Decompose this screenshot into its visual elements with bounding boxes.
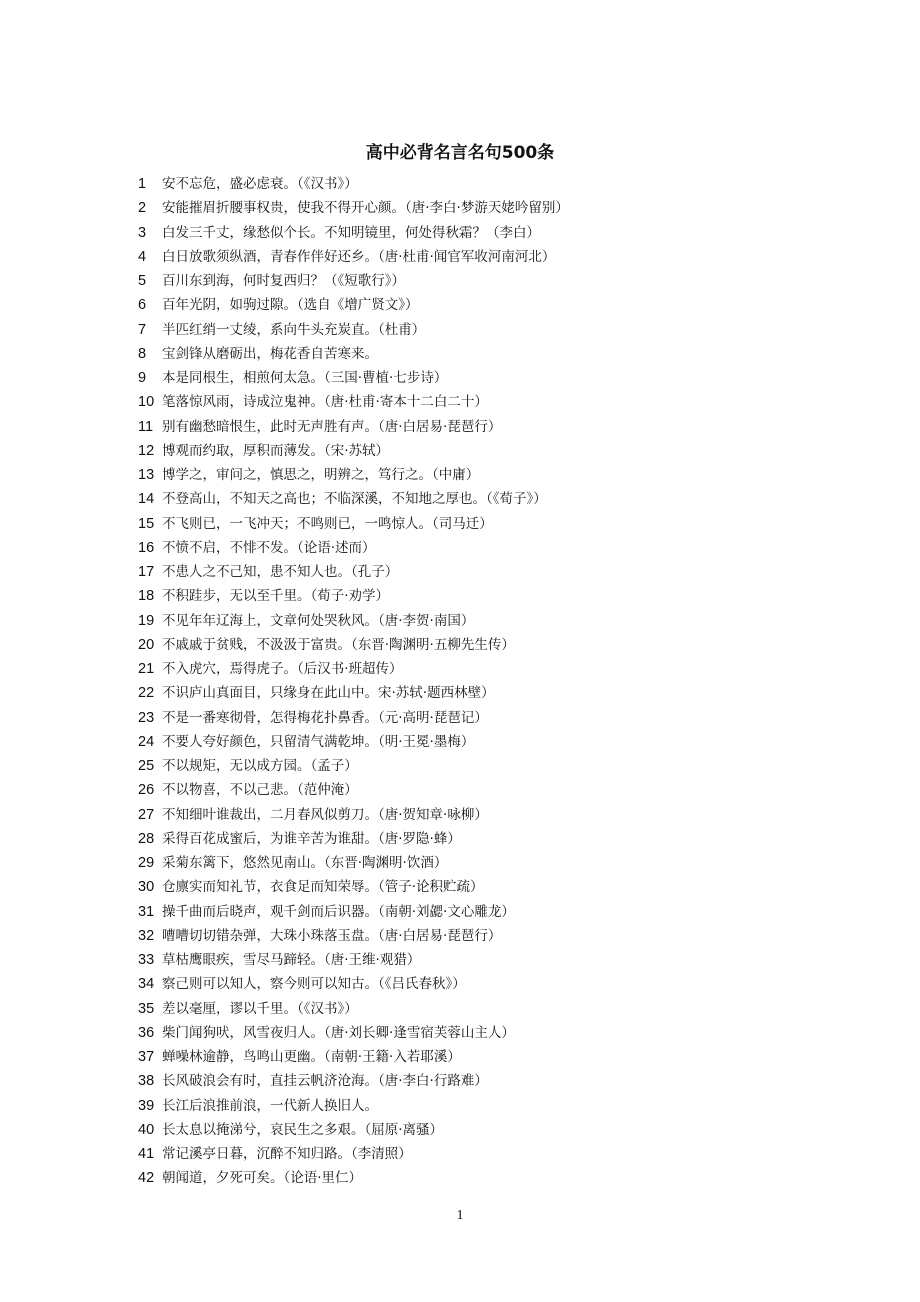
quote-item: [138, 609, 838, 633]
document-title: 高中必背名言名句500条: [365, 143, 555, 163]
quote-text: 常记溪亭日暮，沉醉不知归路。（李清照）: [162, 1146, 412, 1162]
quote-text: 仓廪实而知礼节，衣食足而知荣辱。（管子·论积贮疏）: [162, 879, 484, 896]
quote-item: [138, 293, 838, 317]
quote-number: 14: [138, 491, 155, 508]
quote-text: 采得百花成蜜后，为谁辛苦为谁甜。（唐·罗隐·蜂）: [162, 830, 461, 847]
quote-number: 7: [138, 321, 147, 338]
quote-text: 长风破浪会有时，直挂云帆济沧海。（唐·李白·行路难）: [162, 1073, 488, 1090]
quote-text: 不以规矩，无以成方园。（孟子）: [162, 758, 358, 774]
quote-item: [138, 1142, 838, 1166]
quote-number: 15: [138, 515, 155, 532]
quote-item: [138, 415, 838, 439]
quote-item: [138, 1094, 838, 1118]
quote-item: [138, 463, 838, 487]
quote-text: 百年光阴，如驹过隙。（选自《增广贤文》）: [162, 297, 419, 314]
quote-text: 差以毫厘，谬以千里。（《汉书》）: [162, 1000, 358, 1017]
quote-text: 草枯鹰眼疾，雪尽马蹄轻。（唐·王维·观猎）: [162, 952, 421, 968]
quote-text: 不患人之不己知，患不知人也。（孔子）: [162, 564, 399, 580]
quote-text: 别有幽愁暗恨生，此时无声胜有声。（唐·白居易·琵琶行）: [162, 418, 502, 435]
quote-item: [138, 584, 838, 608]
quote-number: 32: [138, 927, 155, 944]
quote-text: 本是同根生，相煎何太急。（三国·曹植·七步诗）: [162, 370, 448, 386]
quote-item: [138, 1045, 838, 1069]
quote-text: 柴门闻狗吠，风雪夜归人。（唐·刘长卿·逢雪宿芙蓉山主人）: [162, 1024, 515, 1041]
quote-item: [138, 803, 838, 827]
quote-item: [138, 948, 838, 972]
quote-item: [138, 1118, 838, 1142]
quote-text: 笔落惊风雨，诗成泣鬼神。（唐·杜甫·寄本十二白二十）: [162, 394, 488, 411]
quote-text: 白发三千丈，缘愁似个长。不知明镜里，何处得秋霜？（李白）: [162, 224, 540, 241]
quote-text: 朝闻道，夕死可矣。（论语·里仁）: [162, 1170, 363, 1187]
quote-item: [138, 439, 838, 463]
quote-text: 长太息以掩涕兮，哀民生之多艰。（屈原·离骚）: [162, 1121, 444, 1138]
quote-item: [138, 997, 838, 1021]
quote-number: 36: [138, 1024, 155, 1041]
quote-number: 42: [138, 1170, 155, 1187]
quote-number: 30: [138, 879, 155, 896]
quote-item: [138, 512, 838, 536]
quote-text: 不知细叶谁裁出，二月春风似剪刀。（唐·贺知章·咏柳）: [162, 806, 488, 823]
quote-text: 博学之，审问之，慎思之，明辨之，笃行之。（中庸）: [162, 467, 480, 483]
quote-item: [138, 900, 838, 924]
quote-number: 12: [138, 442, 155, 459]
quote-text: 不戚戚于贫贱，不汲汲于富贵。（东晋·陶渊明·五柳先生传）: [162, 636, 515, 653]
quote-text: 不愤不启，不悱不发。（论语·述而）: [162, 539, 376, 556]
quote-item: [138, 245, 838, 269]
quote-text: 不飞则已，一飞冲天；不鸣则已，一鸣惊人。（司马迁）: [162, 515, 493, 532]
quote-text: 不识庐山真面目，只缘身在此山中。宋·苏轼·题西林壁）: [162, 685, 495, 702]
quote-number: 29: [138, 855, 155, 871]
quote-item: [138, 536, 838, 560]
quote-number: 10: [138, 394, 155, 411]
quote-item: [138, 560, 838, 584]
quote-item: [138, 754, 838, 778]
quote-number: 35: [138, 1000, 155, 1017]
quote-number: 4: [138, 248, 147, 265]
quote-item: [138, 172, 838, 196]
quote-text: 宝剑锋从磨砺出，梅花香自苦寒来。: [162, 345, 378, 362]
quote-item: [138, 633, 838, 657]
quote-item: [138, 196, 838, 220]
quote-item: [138, 1069, 838, 1093]
page-number: 1: [456, 1208, 464, 1223]
quote-number: 16: [138, 539, 155, 556]
quote-item: [138, 487, 838, 511]
quote-number: 18: [138, 588, 155, 605]
quote-number: 28: [138, 830, 155, 847]
quote-item: [138, 657, 838, 681]
quote-number: 3: [138, 224, 147, 241]
quote-item: [138, 1166, 838, 1190]
quote-number: 38: [138, 1073, 155, 1090]
quote-text: 长江后浪推前浪，一代新人换旧人。: [162, 1097, 378, 1114]
quote-number: 19: [138, 612, 155, 629]
quote-number: 13: [138, 467, 155, 483]
quote-text: 博观而约取，厚积而薄发。（宋·苏轼）: [162, 442, 390, 459]
quote-number: 40: [138, 1121, 155, 1138]
quote-text: 不是一番寒彻骨，怎得梅花扑鼻香。（元·高明·琵琶记）: [162, 709, 488, 726]
quote-text: 蝉噪林逾静，鸟鸣山更幽。（南朝·王籍·入若耶溪）: [162, 1049, 461, 1065]
quote-item: [138, 366, 838, 390]
quote-item: [138, 924, 838, 948]
quote-number: 2: [138, 200, 147, 217]
quote-number: 20: [138, 636, 155, 653]
quote-item: [138, 221, 838, 245]
quote-text: 安不忘危，盛必虑衰。（《汉书》）: [162, 176, 358, 192]
quote-text: 百川东到海，何时复西归？（《短歌行》）: [162, 273, 405, 289]
quote-item: [138, 730, 838, 754]
quote-number: 26: [138, 782, 155, 799]
quote-list: [138, 172, 838, 1191]
quote-number: 31: [138, 903, 155, 920]
quote-item: [138, 318, 838, 342]
quote-number: 8: [138, 345, 147, 362]
quote-number: 17: [138, 564, 155, 580]
quote-number: 39: [138, 1097, 155, 1114]
quote-text: 不见年年辽海上，文章何处哭秋风。（唐·李贺·南国）: [162, 612, 475, 629]
quote-item: [138, 778, 838, 802]
quote-item: [138, 269, 838, 293]
quote-number: 25: [138, 758, 155, 774]
quote-number: 9: [138, 370, 147, 386]
quote-number: 41: [138, 1146, 155, 1162]
quote-text: 察己则可以知人，察今则可以知古。（《吕氏春秋》）: [162, 976, 466, 993]
quote-text: 白日放歌须纵酒，青春作伴好还乡。（唐·杜甫·闻官军收河南河北）: [162, 248, 556, 265]
quote-text: 半匹红绡一丈绫，系向牛头充炭直。（杜甫）: [162, 321, 426, 338]
quote-number: 11: [138, 418, 154, 435]
quote-text: 不积跬步，无以至千里。（荀子·劝学）: [162, 588, 390, 605]
quote-item: [138, 875, 838, 899]
quote-item: [138, 706, 838, 730]
quote-number: 34: [138, 976, 155, 993]
quote-number: 1: [138, 176, 147, 192]
quote-text: 不以物喜，不以己悲。（范仲淹）: [162, 782, 358, 799]
quote-item: [138, 342, 838, 366]
quote-number: 6: [138, 297, 147, 314]
quote-text: 不入虎穴，焉得虎子。（后汉书·班超传）: [162, 661, 403, 677]
quote-number: 21: [138, 661, 155, 677]
quote-number: 22: [138, 685, 155, 702]
quote-text: 不要人夸好颜色，只留清气满乾坤。（明·王冕·墨梅）: [162, 733, 475, 750]
quote-item: [138, 972, 838, 996]
quote-text: 安能摧眉折腰事权贵，使我不得开心颜。（唐·李白·梦游天姥吟留别）: [162, 200, 569, 217]
quote-item: [138, 827, 838, 851]
quote-number: 23: [138, 709, 155, 726]
quote-text: 采菊东篱下，悠然见南山。（东晋·陶渊明·饮酒）: [162, 855, 448, 871]
quote-item: [138, 1021, 838, 1045]
quote-item: [138, 681, 838, 705]
quote-number: 27: [138, 806, 155, 823]
quote-text: 嘈嘈切切错杂弹，大珠小珠落玉盘。（唐·白居易·琵琶行）: [162, 927, 502, 944]
quote-number: 5: [138, 273, 147, 289]
quote-item: [138, 390, 838, 414]
quote-item: [138, 851, 838, 875]
quote-number: 33: [138, 952, 155, 968]
quote-text: 不登高山，不知天之高也；不临深溪，不知地之厚也。（《荀子》）: [162, 491, 547, 508]
quote-number: 24: [138, 733, 155, 750]
quote-number: 37: [138, 1049, 155, 1065]
quote-text: 操千曲而后晓声，观千剑而后识器。（南朝·刘勰·文心雕龙）: [162, 903, 515, 920]
